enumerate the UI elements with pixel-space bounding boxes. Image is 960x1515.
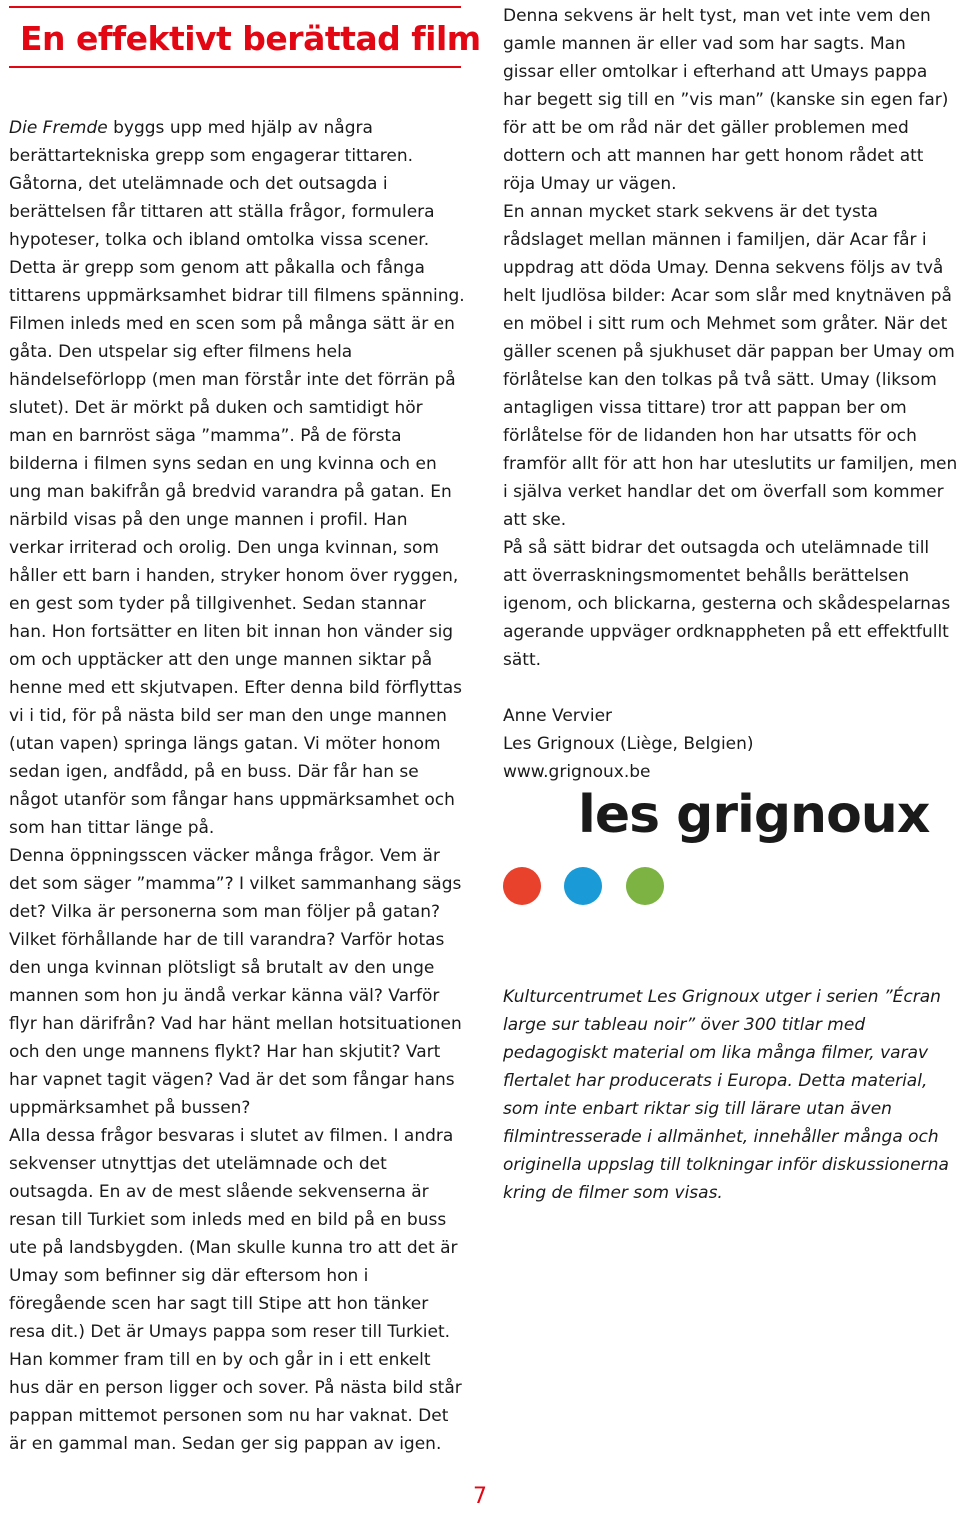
logo-dot-blue: [564, 867, 602, 905]
author-name: Anne Vervier: [503, 706, 613, 726]
title-rule-top: [9, 6, 461, 8]
author-organization: Les Grignoux (Liège, Belgien): [503, 734, 754, 754]
left-paragraph-1-text: byggs upp med hjälp av några berättartekniska grepp som engagerar tittaren. Gåtorna, det utelämnade och det outsagda i berättelsen får tittaren att ställa frågor, formulera hypoteser, tolka och ibland omtolka vissa scener. Detta är grepp som genom att påkalla och fånga tittarens uppmärksamhet bidrar till filmens spänning.: [9, 118, 465, 306]
left-paragraph-4: Alla dessa frågor besvaras i slutet av filmen. I andra sekvenser utnyttjas det utelämnade och det outsagda. En av de mest slående sekvenserna är resan till Turkiet som inleds med en bild på en buss ute på landsbygden. (Man skulle kunna tro att det är Umay som befinner sig där eftersom hon i föregående scen har sagt till Stipe att hon tänker resa dit.) Det är Umays pappa som reser till Turkiet. Han kommer fram till en by och går in i ett enkelt hus där en person ligger och sover. På nästa bild står pappan mittemot personen som nu har vaknat. Det är en gammal man. Sedan ger sig pappan av igen.: [9, 1126, 462, 1454]
right-paragraph-2: En annan mycket stark sekvens är det tysta rådslaget mellan männen i familjen, där Acar får i uppdrag att döda Umay. Denna sekvens följs av två helt ljudlösa bilder: Acar som slår med knytnäven på en möbel i sitt rum och Mehmet som gråter. När det gäller scenen på sjukhuset där pappan ber Umay om förlåtelse kan den tolkas på två sätt. Umay (liksom antagligen vissa tittare) tror att pappan ber om förlåtelse för de lidanden hon har utsatts för och framför allt för att hon har uteslutits ur familjen, men i själva verket handlar det om överfall som kommer att ske.: [503, 202, 958, 530]
signature: [503, 702, 958, 786]
film-title-italic: Die Fremde: [9, 118, 108, 138]
left-paragraph-3: Denna öppningsscen väcker många frågor. Vem är det som säger ”mamma”? I vilket sammanhang sägs det? Vilka är personerna som man följer på gatan? Vilket förhållande har de till varandra? Varför hotas den unga kvinnan plötsligt så brutalt av den unge mannen som hon ju ändå verkar känna väl? Varför flyr han därifrån? Vad har hänt mellan hotsituationen och den unge mannens flykt? Har han skjutit? Vart har vapnet tagit vägen? Vad är det som fångar hans uppmärksamhet på bussen?: [9, 846, 462, 1118]
les-grignoux-logo: [503, 780, 930, 910]
page-number: 7: [473, 1484, 487, 1509]
organization-url[interactable]: www.grignoux.be: [503, 762, 651, 782]
left-column: [9, 114, 465, 1458]
left-paragraph-2: Filmen inleds med en scen som på många sätt är en gåta. Den utspelar sig efter filmens hela händelseförlopp (men man förstår inte det förrän på slutet). Det är mörkt på duken och samtidigt hör man en barnröst säga ”mamma”. På de första bilderna i filmen syns sedan en ung kvinna och en ung man bakifrån gå bredvid varandra på gatan. En närbild visas på den unge mannen i profil. Han verkar irriterad och orolig. Den unga kvinnan, som håller ett barn i handen, stryker honom över ryggen, en gest som tyder på tillgivenhet. Sedan stannar han. Hon fortsätter en liten bit innan hon vänder sig om och upptäcker att den unge mannen siktar på henne med ett skjutvapen. Efter denna bild förflyttas vi i tid, för på nästa bild ser man den unge mannen (utan vapen) springa längs gatan. Vi möter honom sedan igen, andfådd, på en buss. Där får han se något utanför som fångar hans uppmärksamhet och som han tittar länge på.: [9, 314, 462, 838]
title-rule-bottom: [9, 66, 461, 68]
publisher-note: [503, 983, 958, 1207]
left-paragraph-1: [9, 114, 465, 310]
right-paragraph-3: På så sätt bidrar det outsagda och utelämnade till att överraskningsmomentet behålls berättelsen igenom, och blickarna, gesterna och skådespelarnas agerande uppväger ordknappheten på ett effektfullt sätt.: [503, 538, 951, 670]
right-column: [503, 2, 958, 786]
logo-wordmark: les grignoux: [578, 785, 930, 845]
logo-dot-red: [503, 867, 541, 905]
right-paragraph-1: Denna sekvens är helt tyst, man vet inte vem den gamle mannen är eller vad som har sagts. Man gissar eller omtolkar i efterhand att Umays pappa har begett sig till en ”vis man” (kanske sin egen far) för att be om råd när det gäller problemen med dottern och att mannen har gett honom rådet att röja Umay ur vägen.: [503, 6, 949, 194]
article-title: En effektivt berättad film: [20, 19, 481, 58]
publisher-note-text: Kulturcentrumet Les Grignoux utger i serien ”Écran large sur tableau noir” över 300 titlar med pedagogiskt material om lika många filmer, varav flertalet har producerats i Europa. Detta material, som inte enbart riktar sig till lärare utan även filmintresserade i allmänhet, innehåller många och originella uppslag till tolkningar inför diskussionerna kring de filmer som visas.: [503, 987, 949, 1203]
logo-dot-green: [626, 867, 664, 905]
